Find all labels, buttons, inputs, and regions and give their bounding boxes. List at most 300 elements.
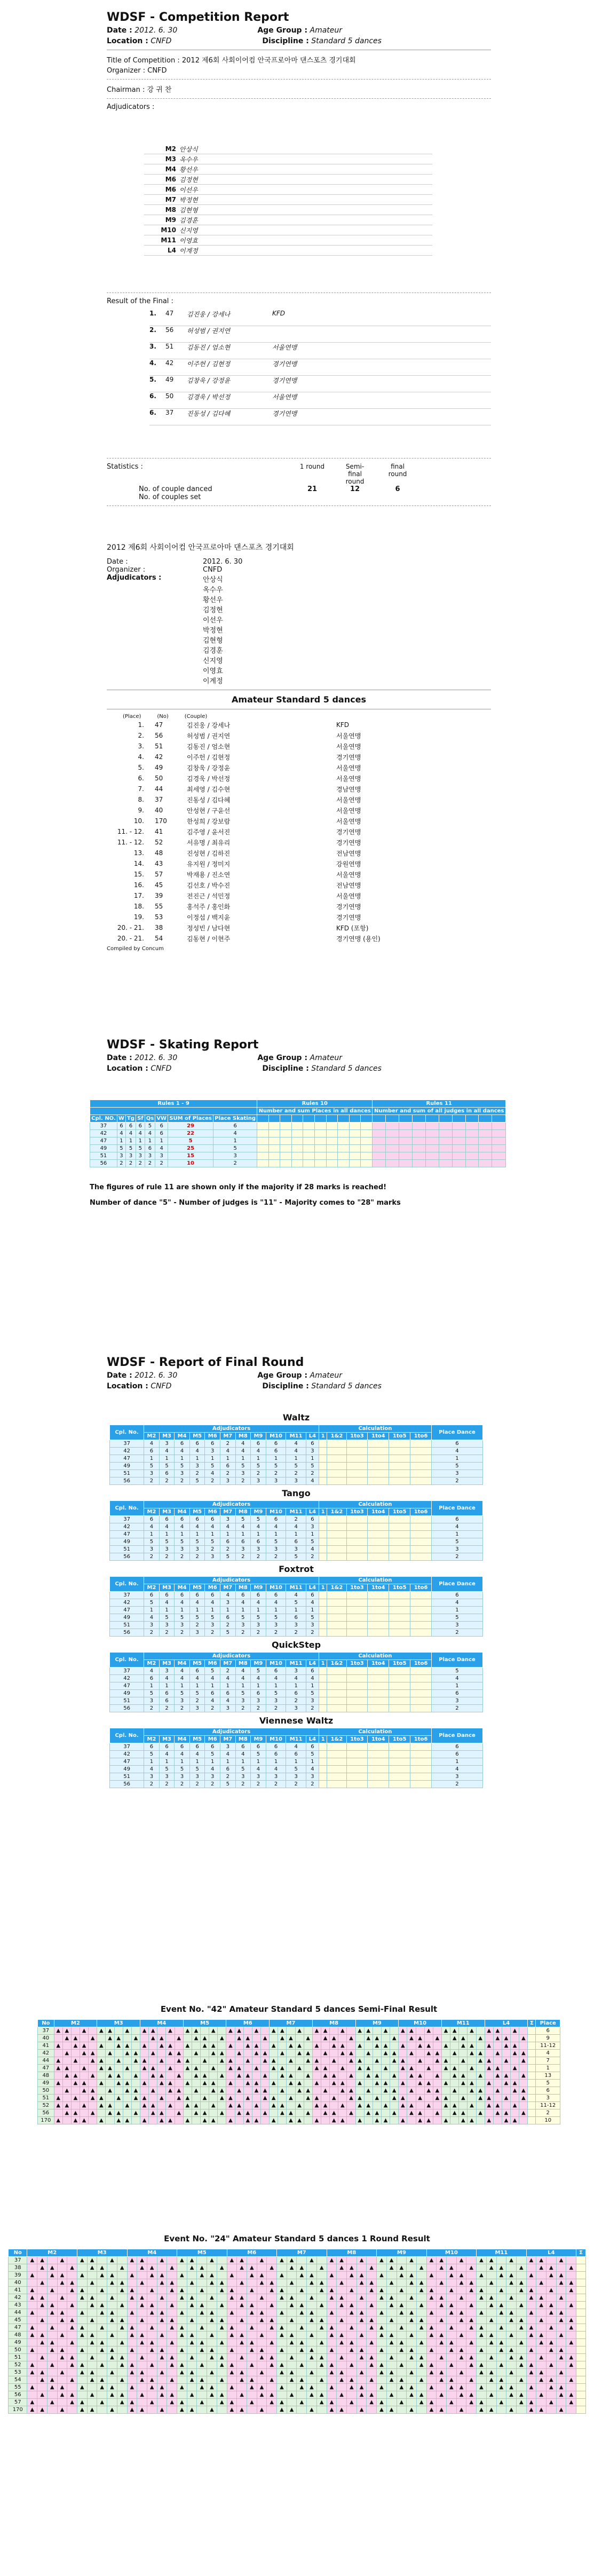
mark-cell bbox=[57, 2399, 67, 2406]
mark-cell bbox=[346, 2279, 357, 2287]
rule10-cell bbox=[291, 1130, 303, 1137]
mark-cell bbox=[330, 2087, 338, 2095]
mark-cell: ▲ bbox=[227, 2294, 237, 2302]
mark-cell: ▲ bbox=[107, 2369, 117, 2376]
ranking-row bbox=[107, 762, 491, 773]
mark-cell bbox=[287, 2102, 295, 2109]
mark-cell: ▲ bbox=[397, 2324, 407, 2332]
mark: 5 bbox=[286, 1553, 306, 1561]
place-dance: 3 bbox=[431, 1470, 482, 1477]
judge-code: M3 bbox=[77, 2249, 128, 2257]
mark-cell bbox=[447, 2369, 457, 2376]
judge-code: M4 bbox=[127, 2249, 177, 2257]
mark-cell: ▲ bbox=[312, 2102, 321, 2109]
mark-cell bbox=[218, 2042, 226, 2050]
mark-cell: ▲ bbox=[397, 2384, 407, 2391]
mark: 5 bbox=[144, 1463, 160, 1470]
mark-cell: ▲ bbox=[397, 2361, 407, 2369]
mark-cell bbox=[386, 2309, 397, 2317]
mark-cell: ▲ bbox=[566, 2399, 576, 2406]
mark-cell bbox=[477, 2302, 487, 2309]
couples-set-label: No. of couples set bbox=[139, 493, 201, 501]
mark-cell bbox=[114, 2087, 123, 2095]
mark-cell bbox=[218, 2117, 226, 2124]
mark-cell bbox=[107, 2264, 117, 2272]
mark-cell: ▲ bbox=[267, 2361, 277, 2369]
mark: 1 bbox=[251, 1531, 266, 1538]
mark-cell bbox=[493, 2042, 502, 2050]
mark: 6 bbox=[266, 1448, 286, 1455]
mark-cell: ▲ bbox=[424, 2087, 433, 2095]
judge-code: M10 bbox=[399, 2020, 442, 2027]
calc-cell bbox=[327, 1675, 346, 1682]
mark-cell: ▲ bbox=[226, 2027, 235, 2035]
mark-cell: ▲ bbox=[377, 2384, 387, 2391]
mark-cell: ▲ bbox=[424, 2080, 433, 2087]
mark-cell: ▲ bbox=[218, 2050, 226, 2057]
mark-cell: ▲ bbox=[316, 2287, 327, 2294]
final-row bbox=[149, 310, 491, 326]
mark-cell bbox=[247, 2391, 257, 2399]
mark-cell: ▲ bbox=[304, 2050, 312, 2057]
ranking-couple: 한성희 / 강보람 bbox=[187, 817, 231, 825]
sum-places: 10 bbox=[168, 1160, 213, 1167]
mark-cell: ▲ bbox=[252, 2117, 260, 2124]
mark-cell: ▲ bbox=[217, 2264, 227, 2272]
mark: 5 bbox=[175, 1614, 190, 1622]
mark-cell: ▲ bbox=[287, 2317, 297, 2324]
total-cell bbox=[576, 2287, 586, 2294]
place-dance: 4 bbox=[431, 1448, 482, 1455]
rule11-cell bbox=[399, 1123, 413, 1130]
mark-cell: ▲ bbox=[519, 2087, 528, 2095]
mark-cell: ▲ bbox=[468, 2050, 476, 2057]
total-cell bbox=[528, 2117, 536, 2124]
mark-cell bbox=[516, 2346, 526, 2354]
mark-cell: ▲ bbox=[27, 2346, 37, 2354]
calc-col bbox=[361, 1115, 373, 1123]
mark-cell bbox=[97, 2050, 106, 2057]
calc-cell bbox=[327, 1599, 346, 1607]
mark-cell: ▲ bbox=[536, 2302, 547, 2309]
rule10-cell bbox=[315, 1152, 327, 1160]
mark-cell bbox=[407, 2287, 417, 2294]
mark-cell bbox=[287, 2324, 297, 2332]
mark-cell: ▲ bbox=[466, 2302, 477, 2309]
calc-cell bbox=[319, 1599, 327, 1607]
mark-cell: ▲ bbox=[416, 2042, 424, 2050]
mark: 1 bbox=[205, 1531, 220, 1538]
ranking-club: 전남연맹 bbox=[336, 881, 361, 889]
mark-cell bbox=[114, 2065, 123, 2072]
calc-cell bbox=[319, 1690, 327, 1697]
dance-row bbox=[110, 1743, 483, 1751]
mark-cell bbox=[237, 2287, 247, 2294]
place-skating: 3 bbox=[213, 1152, 257, 1160]
dance-title: Viennese Waltz bbox=[259, 1716, 334, 1726]
mark-cell: ▲ bbox=[287, 2294, 297, 2302]
mark-cell: ▲ bbox=[304, 2095, 312, 2102]
mark: 1 bbox=[220, 1682, 236, 1690]
mark: 5 bbox=[235, 1690, 251, 1697]
mark-cell: ▲ bbox=[367, 2361, 377, 2369]
ranking-no: 39 bbox=[155, 892, 163, 899]
adjudicator-code: M8 bbox=[165, 206, 176, 214]
mark-cell: ▲ bbox=[556, 2317, 566, 2324]
mark-cell: ▲ bbox=[304, 2035, 312, 2042]
mark-cell bbox=[556, 2302, 566, 2309]
mark-cell: ▲ bbox=[316, 2399, 327, 2406]
cpl-no: 56 bbox=[110, 1553, 144, 1561]
mark-cell bbox=[506, 2302, 517, 2309]
mark-cell bbox=[357, 2302, 367, 2309]
mark-cell bbox=[218, 2027, 226, 2035]
mark-cell: ▲ bbox=[347, 2072, 355, 2080]
ranking-club: 서울연맹 bbox=[336, 732, 361, 740]
mark-cell bbox=[175, 2042, 183, 2050]
mark-cell: ▲ bbox=[477, 2272, 487, 2279]
mark-cell: ▲ bbox=[536, 2369, 547, 2376]
mark-cell bbox=[338, 2057, 347, 2065]
mark-cell: ▲ bbox=[252, 2050, 260, 2057]
mark: 4 bbox=[286, 1523, 306, 1531]
dance-place: 3 bbox=[136, 1152, 145, 1160]
rule10-cell bbox=[326, 1137, 338, 1145]
mark-cell bbox=[519, 2117, 528, 2124]
mark-cell: ▲ bbox=[519, 2072, 528, 2080]
mark-cell: ▲ bbox=[243, 2057, 252, 2065]
mark-cell bbox=[476, 2065, 485, 2072]
dance-place: 5 bbox=[145, 1123, 155, 1130]
mark-cell: ▲ bbox=[357, 2384, 367, 2391]
mark-cell: ▲ bbox=[390, 2050, 399, 2057]
mark-cell bbox=[447, 2257, 457, 2264]
mark-cell: ▲ bbox=[566, 2302, 576, 2309]
mark-cell bbox=[390, 2027, 399, 2035]
adj-head: Adjudicators bbox=[144, 1425, 319, 1433]
mark: 4 bbox=[175, 1675, 190, 1682]
mark: 5 bbox=[286, 1463, 306, 1470]
rule11-cell bbox=[452, 1160, 465, 1167]
mark-cell bbox=[367, 2406, 377, 2414]
mark: 3 bbox=[266, 1697, 286, 1705]
rule11-cell bbox=[386, 1130, 399, 1137]
col-place: (Place) bbox=[123, 714, 141, 720]
grid-row bbox=[9, 2294, 586, 2302]
mark-cell: ▲ bbox=[54, 2095, 62, 2102]
mark-cell: ▲ bbox=[80, 2117, 89, 2124]
mark: 4 bbox=[205, 1675, 220, 1682]
mark-cell bbox=[187, 2309, 197, 2317]
mark: 1 bbox=[286, 1531, 306, 1538]
mark-cell: ▲ bbox=[209, 2102, 218, 2109]
mark-cell bbox=[197, 2279, 207, 2287]
mark-cell: ▲ bbox=[437, 2279, 447, 2287]
mark-cell: ▲ bbox=[227, 2384, 237, 2391]
rule11-cell bbox=[465, 1123, 479, 1130]
ranking-row bbox=[107, 922, 491, 933]
mark-cell: ▲ bbox=[295, 2102, 304, 2109]
mark: 5 bbox=[175, 1690, 190, 1697]
mark-cell: ▲ bbox=[54, 2057, 62, 2065]
mark-cell: ▲ bbox=[157, 2035, 166, 2042]
mark-cell bbox=[519, 2027, 528, 2035]
cpl-no: 51 bbox=[38, 2095, 54, 2102]
mark-cell bbox=[89, 2102, 97, 2109]
mark-cell bbox=[437, 2346, 447, 2354]
mark-cell: ▲ bbox=[364, 2027, 373, 2035]
grid-row bbox=[38, 2035, 560, 2042]
mark-cell bbox=[450, 2042, 459, 2050]
dance-place: 2 bbox=[125, 1160, 136, 1167]
mark-cell: ▲ bbox=[123, 2117, 131, 2124]
calc-col bbox=[386, 1115, 399, 1123]
mark-cell: ▲ bbox=[137, 2332, 147, 2339]
dance-place: 2 bbox=[145, 1160, 155, 1167]
mark-cell: ▲ bbox=[426, 2287, 437, 2294]
mark-cell bbox=[367, 2257, 377, 2264]
final-place: 3. bbox=[149, 343, 156, 350]
mark-cell bbox=[364, 2080, 373, 2087]
mark-cell: ▲ bbox=[257, 2332, 267, 2339]
mark-cell bbox=[493, 2095, 502, 2102]
mark-cell: ▲ bbox=[80, 2042, 89, 2050]
rule10-cell bbox=[303, 1152, 315, 1160]
final-couple: 진동성 / 김다혜 bbox=[187, 410, 231, 417]
rule11-cell bbox=[439, 1152, 452, 1160]
mark-cell: ▲ bbox=[399, 2057, 407, 2065]
rule11-cell bbox=[439, 1130, 452, 1137]
calc-cell bbox=[346, 1690, 368, 1697]
calc-cell bbox=[410, 1743, 432, 1751]
mark-cell bbox=[237, 2272, 247, 2279]
mark-cell: ▲ bbox=[468, 2065, 476, 2072]
mark-cell: ▲ bbox=[97, 2095, 106, 2102]
ranking-row bbox=[107, 901, 491, 912]
mark-cell bbox=[167, 2272, 177, 2279]
mark-cell: ▲ bbox=[278, 2035, 287, 2042]
mark-cell: ▲ bbox=[485, 2065, 493, 2072]
mark-cell bbox=[175, 2027, 183, 2035]
mark-cell: ▲ bbox=[243, 2080, 252, 2087]
mark-cell bbox=[287, 2361, 297, 2369]
mark-cell bbox=[226, 2072, 235, 2080]
adjudicator-name: 박정현 bbox=[179, 196, 198, 204]
mark-cell: ▲ bbox=[337, 2264, 347, 2272]
mark-cell: ▲ bbox=[493, 2102, 502, 2109]
mark-cell: ▲ bbox=[252, 2102, 260, 2109]
total-cell bbox=[576, 2399, 586, 2406]
summary-organizer: CNFD bbox=[203, 566, 223, 574]
mark-cell bbox=[277, 2391, 287, 2399]
mark: 3 bbox=[205, 1448, 220, 1455]
mark-cell bbox=[377, 2339, 387, 2346]
total-head: Σ bbox=[528, 2020, 536, 2027]
mark: 3 bbox=[235, 1697, 251, 1705]
total-cell bbox=[576, 2354, 586, 2361]
mark: 2 bbox=[251, 1705, 266, 1712]
total-cell bbox=[528, 2095, 536, 2102]
mark-cell: ▲ bbox=[226, 2095, 235, 2102]
calc-cell bbox=[389, 1697, 410, 1705]
mark-cell: ▲ bbox=[77, 2332, 88, 2339]
calc-cell bbox=[389, 1592, 410, 1599]
mark-cell bbox=[355, 2072, 364, 2080]
mark-cell: ▲ bbox=[338, 2087, 347, 2095]
mark-cell: ▲ bbox=[346, 2376, 357, 2384]
mark-cell bbox=[466, 2384, 477, 2391]
mark-cell bbox=[261, 2102, 270, 2109]
mark-cell: ▲ bbox=[207, 2317, 217, 2324]
ranking-club: 서울연맹 bbox=[336, 775, 361, 783]
organizer: Organizer : CNFD bbox=[107, 67, 167, 75]
mark-cell: ▲ bbox=[140, 2042, 149, 2050]
rule11-cell bbox=[492, 1145, 506, 1152]
ranking-no: 53 bbox=[155, 913, 163, 921]
mark: 2 bbox=[266, 1470, 286, 1477]
calc-cell bbox=[346, 1773, 368, 1781]
mark-cell bbox=[287, 2309, 297, 2317]
adjudicator-name: 이영효 bbox=[179, 236, 198, 244]
total-cell bbox=[576, 2369, 586, 2376]
mark-cell: ▲ bbox=[217, 2399, 227, 2406]
cpl-no: 57 bbox=[9, 2399, 27, 2406]
calc-cell bbox=[327, 1523, 346, 1531]
calc-col: 1 bbox=[319, 1433, 327, 1440]
mark-cell bbox=[447, 2317, 457, 2324]
calc-cell bbox=[327, 1440, 346, 1448]
mark-cell bbox=[117, 2294, 127, 2302]
mark-cell bbox=[252, 2057, 260, 2065]
mark-cell bbox=[433, 2102, 441, 2109]
rule11-cell bbox=[373, 1152, 386, 1160]
mark-cell: ▲ bbox=[476, 2050, 485, 2057]
mark-cell: ▲ bbox=[243, 2072, 252, 2080]
mark-cell: ▲ bbox=[390, 2109, 399, 2117]
mark-cell: ▲ bbox=[177, 2272, 187, 2279]
mark-cell: ▲ bbox=[107, 2346, 117, 2354]
mark-cell: ▲ bbox=[386, 2279, 397, 2287]
dance-title: Foxtrot bbox=[279, 1564, 314, 1574]
mark: 1 bbox=[266, 1455, 286, 1463]
mark-cell: ▲ bbox=[459, 2095, 468, 2102]
mark-cell: ▲ bbox=[117, 2264, 127, 2272]
rule10-cell bbox=[361, 1123, 373, 1130]
mark-cell: ▲ bbox=[357, 2369, 367, 2376]
mark-cell bbox=[355, 2109, 364, 2117]
couples-danced-label: No. of couple danced bbox=[139, 485, 212, 493]
adjudicator-row bbox=[144, 246, 432, 256]
calc-cell bbox=[327, 1448, 346, 1455]
calc-cell bbox=[327, 1668, 346, 1675]
mark: 5 bbox=[144, 1538, 160, 1546]
mark-cell: ▲ bbox=[235, 2087, 243, 2095]
mark-cell: ▲ bbox=[197, 2339, 207, 2346]
mark-cell: ▲ bbox=[201, 2057, 209, 2065]
rule11-cell bbox=[386, 1145, 399, 1152]
mark-cell bbox=[217, 2369, 227, 2376]
mark-cell: ▲ bbox=[257, 2391, 267, 2399]
mark: 1 bbox=[189, 1682, 205, 1690]
calc-cell bbox=[389, 1668, 410, 1675]
mark-cell bbox=[27, 2376, 37, 2384]
mark-cell: ▲ bbox=[355, 2080, 364, 2087]
mark-cell bbox=[397, 2369, 407, 2376]
mark-cell bbox=[287, 2087, 295, 2095]
mark-cell bbox=[321, 2057, 329, 2065]
place-cell: 13 bbox=[536, 2072, 560, 2080]
mark-cell bbox=[355, 2087, 364, 2095]
place-dance: 1 bbox=[431, 1455, 482, 1463]
calc-cell bbox=[410, 1553, 432, 1561]
mark-cell: ▲ bbox=[227, 2257, 237, 2264]
adjudicator-code: M6 bbox=[165, 186, 176, 193]
mark-cell: ▲ bbox=[477, 2346, 487, 2354]
mark-cell bbox=[247, 2279, 257, 2287]
cpl-head: Cpl. No. bbox=[110, 1577, 144, 1592]
grid-row bbox=[9, 2302, 586, 2309]
calc-cell bbox=[327, 1455, 346, 1463]
mark-cell: ▲ bbox=[187, 2391, 197, 2399]
mark-cell: ▲ bbox=[175, 2109, 183, 2117]
mark: 6 bbox=[159, 1743, 175, 1751]
mark-cell: ▲ bbox=[295, 2080, 304, 2087]
judge-code: M2 bbox=[27, 2249, 77, 2257]
mark-cell: ▲ bbox=[37, 2376, 47, 2384]
mark-cell: ▲ bbox=[426, 2361, 437, 2369]
calc-cell bbox=[346, 1758, 368, 1766]
rule11-cell bbox=[479, 1145, 492, 1152]
mark-cell: ▲ bbox=[433, 2057, 441, 2065]
mark-cell: ▲ bbox=[516, 2279, 526, 2287]
mark-cell bbox=[304, 2027, 312, 2035]
mark-cell: ▲ bbox=[157, 2294, 167, 2302]
mark-cell bbox=[506, 2399, 517, 2406]
mark-cell: ▲ bbox=[237, 2294, 247, 2302]
mark-cell: ▲ bbox=[355, 2117, 364, 2124]
mark-cell: ▲ bbox=[566, 2287, 576, 2294]
rule11-cell bbox=[386, 1152, 399, 1160]
dance-head bbox=[110, 1425, 483, 1433]
mark-cell: ▲ bbox=[506, 2272, 517, 2279]
final-club: KFD bbox=[272, 310, 286, 317]
mark-cell bbox=[357, 2361, 367, 2369]
mark-cell: ▲ bbox=[477, 2369, 487, 2376]
mark: 3 bbox=[251, 1697, 266, 1705]
calc-cell bbox=[346, 1538, 368, 1546]
mark-cell: ▲ bbox=[516, 2264, 526, 2272]
mark-cell: ▲ bbox=[321, 2087, 329, 2095]
total-cell bbox=[576, 2346, 586, 2354]
mark-cell: ▲ bbox=[516, 2339, 526, 2346]
mark-cell: ▲ bbox=[556, 2384, 566, 2391]
calc-col bbox=[268, 1115, 280, 1123]
mark-cell bbox=[87, 2272, 97, 2279]
mark-cell: ▲ bbox=[566, 2279, 576, 2287]
mark: 1 bbox=[189, 1455, 205, 1463]
total-cell bbox=[528, 2072, 536, 2080]
dance-tables bbox=[109, 1409, 483, 1788]
mark-cell: ▲ bbox=[237, 2339, 247, 2346]
mark-cell bbox=[27, 2264, 37, 2272]
mark-cell: ▲ bbox=[426, 2294, 437, 2302]
place-dance: 6 bbox=[431, 1690, 482, 1697]
mark-cell: ▲ bbox=[54, 2042, 62, 2050]
mark-cell bbox=[456, 2287, 466, 2294]
mark-cell: ▲ bbox=[459, 2035, 468, 2042]
mark: 5 bbox=[220, 1781, 236, 1788]
mark-cell bbox=[287, 2065, 295, 2072]
